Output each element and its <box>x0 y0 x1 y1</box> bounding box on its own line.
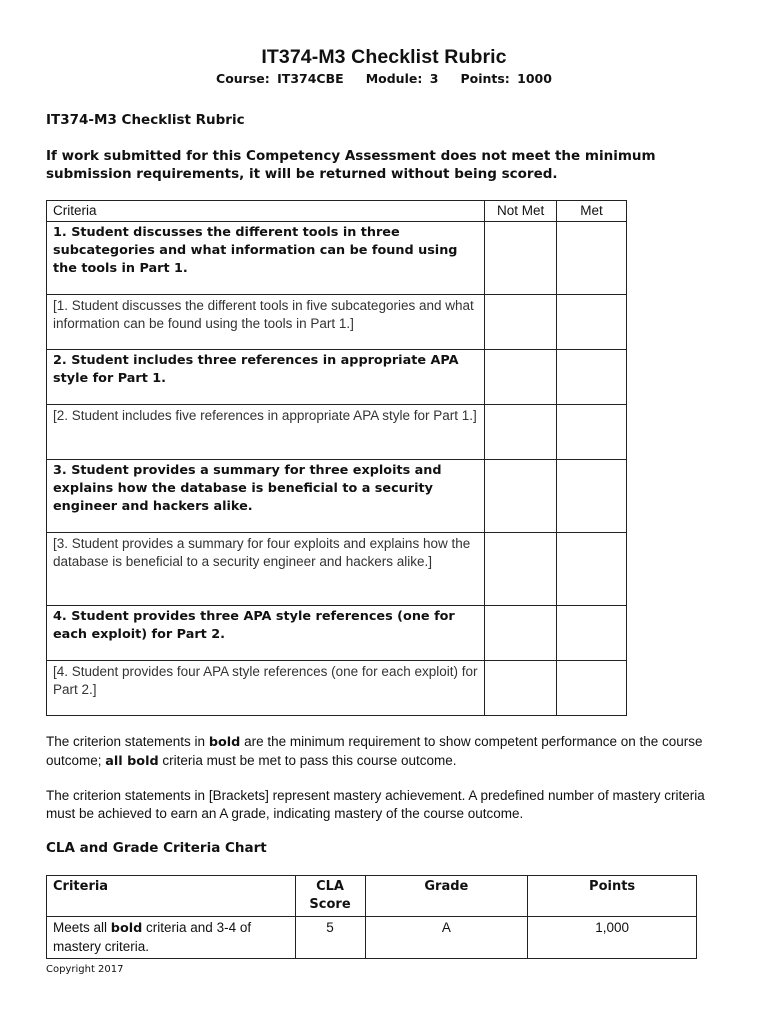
criterion-mastery: [3. Student provides a summary for four exploits and explains how the database is beneficial to a security engineer and hackers alike.] <box>47 533 485 606</box>
table-row <box>47 222 627 295</box>
met-cell <box>557 460 627 533</box>
criterion-minimum: 4. Student provides three APA style references (one for each exploit) for Part 2. <box>47 606 485 661</box>
explanation-bold <box>46 733 716 771</box>
grade-criteria-bold: bold <box>110 921 143 936</box>
cla-score-cell: 5 <box>295 917 365 959</box>
explanation-text: criteria must be met to pass this course outcome. <box>158 753 457 768</box>
met-cell <box>557 222 627 295</box>
explanation-bold-word: all bold <box>105 754 159 769</box>
copyright-notice: Copyright 2017 <box>46 964 124 975</box>
criterion-mastery: [4. Student provides four APA style references (one for each exploit) for Part 2.] <box>47 661 485 716</box>
not-met-cell <box>485 405 557 460</box>
grade-criteria-text: criteria and 3-4 of mastery criteria. <box>53 920 252 954</box>
table-row <box>47 350 627 405</box>
section-title: IT374-M3 Checklist Rubric <box>46 112 245 128</box>
not-met-cell <box>485 533 557 606</box>
not-met-cell <box>485 295 557 350</box>
table-row <box>47 661 627 716</box>
course-info-text: Course: IT374CBE Module: 3 Points: 1000 <box>216 71 552 86</box>
rubric-header-not-met: Not Met <box>485 201 557 222</box>
grade-criteria-table <box>46 875 697 959</box>
table-row <box>47 533 627 606</box>
grade-criteria-text: Meets all <box>53 920 111 935</box>
grade-header-criteria: Criteria <box>47 876 296 917</box>
explanation-bold-word: bold <box>208 735 241 750</box>
cla-chart-title: CLA and Grade Criteria Chart <box>46 840 267 856</box>
not-met-cell <box>485 222 557 295</box>
table-row <box>47 460 627 533</box>
explanation-text: The criterion statements in <box>46 734 209 749</box>
document-title: IT374-M3 Checklist Rubric <box>261 46 507 68</box>
met-cell <box>557 661 627 716</box>
rubric-header-row <box>47 201 627 222</box>
grade-criteria-cell <box>47 917 296 959</box>
table-row <box>47 917 697 959</box>
not-met-cell <box>485 350 557 405</box>
course-info <box>0 71 768 86</box>
not-met-cell <box>485 460 557 533</box>
not-met-cell <box>485 606 557 661</box>
met-cell <box>557 405 627 460</box>
grade-header-row <box>47 876 697 917</box>
criterion-minimum: 3. Student provides a summary for three exploits and explains how the database is beneficial to a security engineer and hackers alike. <box>47 460 485 533</box>
criterion-mastery: [1. Student discusses the different tools in five subcategories and what information can be found using the tools in Part 1.] <box>47 295 485 350</box>
criterion-mastery: [2. Student includes five references in appropriate APA style for Part 1.] <box>47 405 485 460</box>
grade-cell: A <box>365 917 528 959</box>
criterion-minimum: 1. Student discusses the different tools in three subcategories and what information can be found using the tools in Part 1. <box>47 222 485 295</box>
grade-header-cla-score: CLA Score <box>295 876 365 917</box>
explanation-text: are the minimum requirement to show competent performance on the course outcome; <box>46 734 703 768</box>
rubric-header-criteria: Criteria <box>47 201 485 222</box>
grade-header-grade: Grade <box>365 876 528 917</box>
not-met-cell <box>485 661 557 716</box>
points-cell: 1,000 <box>528 917 697 959</box>
table-row <box>47 606 627 661</box>
submission-notice: If work submitted for this Competency Assessment does not meet the minimum submission requirements, it will be returned without being scored. <box>46 148 656 182</box>
rubric-table <box>46 200 627 716</box>
met-cell <box>557 533 627 606</box>
explanation-brackets: The criterion statements in [Brackets] represent mastery achievement. A predefined number of mastery criteria must be achieved to earn an A grade, indicating mastery of the course outcome. <box>46 788 705 821</box>
table-row <box>47 295 627 350</box>
grade-header-points: Points <box>528 876 697 917</box>
criterion-minimum: 2. Student includes three references in appropriate APA style for Part 1. <box>47 350 485 405</box>
met-cell <box>557 606 627 661</box>
table-row <box>47 405 627 460</box>
met-cell <box>557 295 627 350</box>
rubric-header-met: Met <box>557 201 627 222</box>
met-cell <box>557 350 627 405</box>
